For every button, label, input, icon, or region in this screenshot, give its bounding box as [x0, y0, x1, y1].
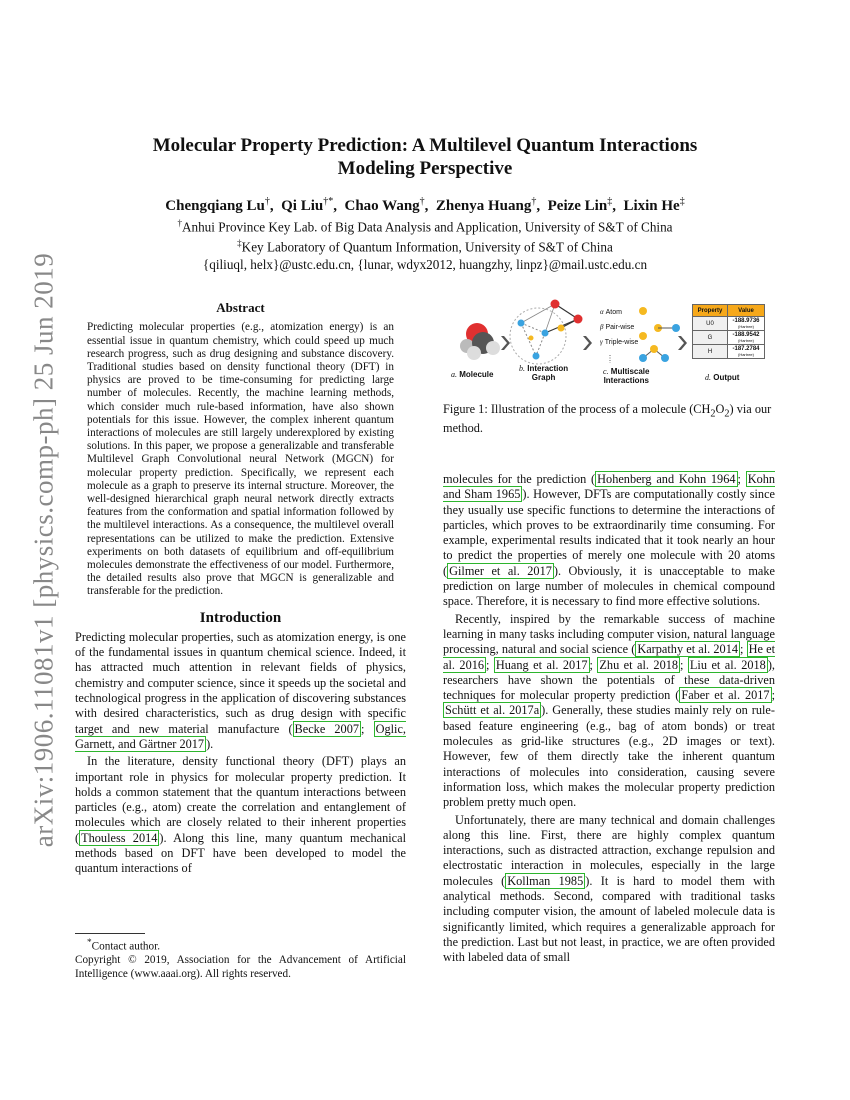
citation-link[interactable]: He et al. 2016	[443, 642, 775, 672]
table-row: U0 -188.9736 (Hartree)	[693, 317, 765, 331]
table-row: H -187.2784 (Hartree)	[693, 345, 765, 359]
body-paragraph: Unfortunately, there are many technical and domain challenges along this line. First, there are highly complex quantum interactions, such as distracted attraction, exchange repulsion and electrostatic interaction in molecules, especially in the large molecules ( Kollman 1985 ). It is hard to model them with analytical methods. Second, compared with traditional tasks including computer vision, the amount of labeled molecule data is significantly limited, which requires a generalizable approach for the prediction. Last but not least, in practice, we are often provided with labeled data of small	[443, 812, 775, 965]
citation-link[interactable]: Faber et al. 2017	[681, 688, 770, 703]
affiliation: ‡Key Laboratory of Quantum Information, University of S&T of China	[237, 238, 613, 255]
figure-1	[443, 298, 775, 398]
label-output: d. Output	[705, 373, 740, 382]
citation-link[interactable]: Thouless 2014	[81, 830, 158, 845]
level-pairwise: β Pair-wise	[600, 323, 635, 331]
citation-link[interactable]: Gilmer et al. 2017	[449, 563, 552, 578]
author: Lixin He‡	[623, 196, 685, 214]
author-list: Chengqiang Lu†, Qi Liu†*, Chao Wang†, Zhenya Huang†, Peize Lin‡, Lixin He‡	[165, 196, 685, 214]
arxiv-stamp: arXiv:1906.11081v1 [physics.comp-ph] 25 Jun 2019	[28, 252, 59, 848]
abstract-text: Predicting molecular properties (e.g., atomization energy) is an essential issue in quantum chemistry, which could speed up much research progress, such as drug designing and substance discovery. Traditional studies based on density functional theory (DFT) in physics are proved to be time-consuming for predicting large number of molecules. Recently, the machine learning methods, which consider much rule-based information, have also shown potentials for this issue. However, the complex inherent quantum interactions of molecules are still largely underexplored by existing solutions. In this paper, we propose a generalizable and transferable Multilevel Graph Convolutional neural Network (MGCN) for molecular property prediction. Specifically, we represent each molecule as a graph to preserve its internal structure. Moreover, the well-designed hierarchical graph neural network directly extracts features from the conformation and spatial information followed by the multilevel interactions. As a consequence, the multilevel overall representations can be utilized to make the prediction. Extensive experiments on both datasets of equilibrium and off-equilibrium molecules demonstrate the effectiveness of our model. Furthermore, the detailed results also prove that MGCN is generalizable and transferable for the prediction.	[87, 321, 394, 598]
chevron-right-icon	[678, 336, 687, 350]
author: Zhenya Huang†	[435, 196, 537, 214]
figure-caption: Figure 1: Illustration of the process of a molecule $(CH_2O_2)$ via our method.	[443, 402, 772, 436]
footnote-rule	[75, 933, 145, 934]
table-row: G -188.9542 (Hartree)	[693, 331, 765, 345]
paper-header	[0, 134, 850, 273]
author-emails: {qiliuql, helx}@ustc.edu.cn, {lunar, wdyx2012, huangzhy, linpz}@mail.ustc.edu.cn	[202, 256, 648, 272]
body-paragraph: Recently, inspired by the remarkable success of machine learning in many tasks including computer vision, natural language processing, natural and social science ( Karpathy et al. 2014 ; He et al. 2016 ; Huang et al. 2017 ; Zhu et al. 2018 ; Liu et al. 2018 ), researchers have shown the potentials of these data-driven techniques for molecular property prediction ( Faber et al. 2017 ; Schütt et al. 2017a ). Generally, these studies mainly rely on rule-based feature engineering (e.g., bag of atom bonds) or treat molecules as grid-like structures (e.g., 2D images or text). However, few of them directly take the inherent quantum interactions of molecules into consideration, causing severe information loss, which makes the molecular property prediction problem pretty much open.	[443, 611, 775, 810]
author: Chao Wang†	[344, 196, 425, 214]
citation-link[interactable]: Becke 2007	[294, 721, 360, 736]
author: Chengqiang Lu†	[165, 196, 270, 214]
citation-link[interactable]: Huang et al. 2017	[495, 657, 588, 672]
left-column	[75, 300, 406, 877]
interaction-graph	[510, 300, 583, 365]
intro-heading: Introduction	[199, 609, 282, 626]
label-interaction-graph: b. Interaction Graph	[519, 364, 569, 382]
citation-link[interactable]: Schütt et al. 2017a	[445, 703, 540, 718]
citation-link[interactable]: Kollman 1985	[507, 873, 584, 888]
chevron-right-icon	[583, 336, 592, 350]
footnote: *Contact author. Copyright © 2019, Association for the Advancement of Artificial Intelligence (www.aaai.org). All rights reserved.	[75, 933, 406, 981]
citation-link[interactable]: Zhu et al. 2018	[599, 657, 679, 672]
author: Peize Lin‡	[547, 196, 613, 214]
level-atom: α Atom	[600, 308, 622, 316]
paper-title: Molecular Property Prediction: A Multilevel Quantum Interactions Modeling Perspective	[152, 135, 698, 179]
label-molecule: a. Molecule	[451, 370, 494, 379]
intro-paragraph: In the literature, density functional theory (DFT) plays an important role in physics for molecular property prediction. It holds a common statement that the quantum interactions between particles (e.g., atom) create the correlation and entanglement of molecules which are closely related to their inherent properties ( Thouless 2014 ). Along this line, many quantum mechanical methods based on DFT have been developed to model the quantum interactions of	[75, 754, 407, 876]
citation-link[interactable]: Kohn and Sham 1965	[443, 472, 776, 502]
chevron-right-icon	[501, 336, 510, 350]
affiliation: †Anhui Province Key Lab. of Big Data Analysis and Application, University of S&T of China	[177, 218, 673, 235]
label-multiscale: c. Multiscale Interactions	[603, 367, 650, 385]
body-paragraph: molecules for the prediction ( Hohenberg and Kohn 1964 ; Kohn and Sham 1965 ). However, DFTs are computationally costly since they usually use specific functions to determine the interactions of particles, which proves to be extraordinarily time consuming. For example, experimental results indicated that it took nearly an hour to predict the properties of merely one molecule with 20 atoms ( Gilmer et al. 2017 ). Obviously, it is unacceptable to make prediction on large number of molecules in chemical compound space. Therefore, it is necessary to find more effective solutions.	[443, 472, 776, 609]
table-header: Value	[728, 305, 765, 317]
citation-link[interactable]: Oglic, Garnett, and Gärtner 2017	[75, 721, 406, 751]
table-header: Property	[693, 305, 728, 317]
author: Qi Liu†*	[281, 196, 334, 214]
intro-paragraph: Predicting molecular properties, such as atomization energy, is one of the fundamental issues in quantum chemical science. Indeed, it has attracted much attention in relevant fields of physics, chemistry and computer science, since it speeds up the societal and technological progress in the application of discovering substances with desired characteristics, such as drug design with specific target and new material manufacture ( Becke 2007 ; Oglic, Garnett, and Gärtner 2017 ).	[75, 629, 406, 751]
level-triplewise: γ Triple-wise	[600, 338, 639, 346]
molecule-icon	[460, 323, 500, 360]
abstract-heading: Abstract	[216, 300, 265, 315]
citation-link[interactable]: Liu et al. 2018	[689, 657, 766, 672]
property-table	[692, 304, 765, 359]
right-column	[443, 472, 775, 966]
citation-link[interactable]: Karpathy et al. 2014	[637, 642, 739, 657]
citation-link[interactable]: Hohenberg and Kohn 1964	[597, 472, 736, 486]
